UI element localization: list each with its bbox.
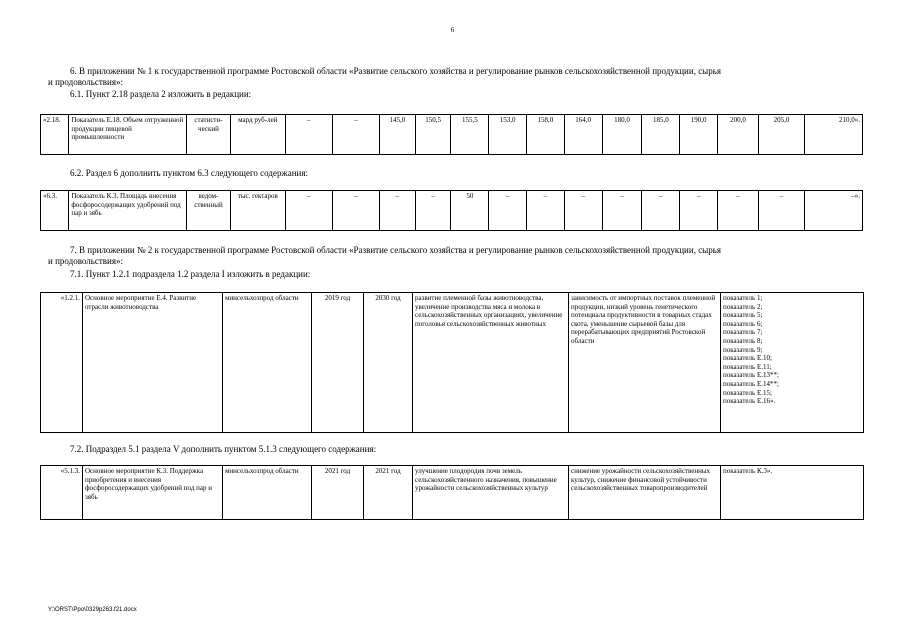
cell-value: 50 bbox=[451, 191, 489, 231]
cell-start-year: 2021 год bbox=[312, 466, 364, 520]
paragraph-7-2: 7.2. Подраздел 5.1 раздела V дополнить пунктом 5.1.3 следующего содержания: bbox=[70, 444, 377, 454]
cell-indicator-name: Показатель К.3. Площадь внесения фосфоросодержащих удобрений под пар и зябь bbox=[69, 191, 187, 231]
cell-indicator-type: статисти-ческий bbox=[186, 115, 230, 155]
cell-number: «1.2.1. bbox=[41, 293, 83, 433]
cell-value: – bbox=[332, 191, 379, 231]
cell-value: 155,5 bbox=[451, 115, 489, 155]
cell-value: – bbox=[758, 191, 804, 231]
cell-value: 200,0 bbox=[718, 115, 759, 155]
cell-value: – bbox=[380, 191, 416, 231]
indicator-item: показатель Е.16». bbox=[723, 397, 776, 406]
file-path-footer: Y:\ORST\Ppo\0329p263.f21.docx bbox=[48, 607, 137, 613]
table-indicator-2-18 bbox=[40, 114, 863, 155]
table-measure-1-2-1 bbox=[40, 292, 864, 433]
paragraph-7-intro-cont: и продовольствия»: bbox=[48, 256, 124, 266]
page-number: 6 bbox=[450, 26, 455, 34]
table-measure-5-1-3 bbox=[40, 465, 864, 520]
cell-value: 185,0 bbox=[642, 115, 680, 155]
cell-consequences: зависимость от импортных поставок племенной продукции, низкий уровень генетического потенциала продуктивности в товарных стадах скота, уменьшение сырьевой базы для перерабатывающих предприятий Ростовской области bbox=[569, 293, 721, 433]
cell-expected-result: развитие племенной базы животноводства, увеличение производства мяса и молока в сельскохозяйственных организациях, увеличение поголовья сельскохозяйственных животных bbox=[413, 293, 569, 433]
cell-consequences: снижение урожайности сельскохозяйственных культур, снижение финансовой устойчивости сельскохозяйственных товаропроизводителей bbox=[569, 466, 721, 520]
cell-value: 145,0 bbox=[380, 115, 416, 155]
cell-value: 190,0 bbox=[680, 115, 718, 155]
cell-value: – bbox=[564, 191, 602, 231]
paragraph-6-intro-line1: 6. В приложении № 1 к государственной программе Ростовской области «Развитие сельского хозяйства и регулирование рынков сельскохозяйственной продукции, сырья bbox=[70, 66, 721, 76]
indicator-item: показатель 1; bbox=[723, 294, 763, 302]
indicator-item: показатель 8; bbox=[723, 336, 763, 345]
paragraph-6-2: 6.2. Раздел 6 дополнить пунктом 6.3 следующего содержания: bbox=[70, 168, 308, 178]
cell-end-year: 2021 год bbox=[364, 466, 413, 520]
cell-value: – bbox=[285, 115, 332, 155]
indicator-item: показатель 7; bbox=[723, 328, 763, 337]
cell-value: 158,0 bbox=[526, 115, 564, 155]
indicator-item: показатель Е.11; bbox=[723, 362, 772, 371]
cell-value: – bbox=[526, 191, 564, 231]
indicator-item: показатель 5; bbox=[723, 311, 763, 320]
paragraph-7-intro: 7. В приложении № 2 к государственной программе Ростовской области «Развитие сельского хозяйства и регулирование рынков сельскохозяйственной продукции, сырья bbox=[70, 245, 721, 255]
cell-indicator-name: Показатель Е.18. Объем отгруженной продукции пищевой промышленности bbox=[69, 115, 187, 155]
cell-executor: минсельхозпрод области bbox=[223, 466, 312, 520]
cell-value: 180,0 bbox=[602, 115, 642, 155]
cell-indicator-type: ведом-ственный bbox=[186, 191, 230, 231]
cell-value: 153,0 bbox=[489, 115, 527, 155]
cell-value: – bbox=[680, 191, 718, 231]
cell-indicators bbox=[721, 293, 864, 433]
cell-measure-name: Основное мероприятие Е.4. Развитие отрасли животноводства bbox=[83, 293, 223, 433]
paragraph-6-intro-cont: и продовольствия»: bbox=[48, 77, 124, 87]
cell-unit: мард руб-лей bbox=[231, 115, 286, 155]
cell-start-year: 2019 год bbox=[312, 293, 364, 433]
cell-number: «2.18. bbox=[41, 115, 69, 155]
cell-value: 205,0 bbox=[758, 115, 804, 155]
cell-number: «5.1.3. bbox=[41, 466, 83, 520]
cell-value: 210,0». bbox=[805, 115, 863, 155]
indicator-item: показатель Е.15; bbox=[723, 388, 772, 397]
cell-unit: тыс. гектаров bbox=[231, 191, 286, 231]
cell-end-year: 2030 год bbox=[364, 293, 413, 433]
cell-value: 150,5 bbox=[415, 115, 451, 155]
cell-number: «6.3. bbox=[41, 191, 69, 231]
cell-value: – bbox=[332, 115, 379, 155]
cell-value: –». bbox=[805, 191, 863, 231]
indicator-item: показатель 2; bbox=[723, 302, 763, 311]
cell-measure-name: Основное мероприятие К.3. Поддержка приобретения и внесения фосфоросодержащих удобрений под пар и зябь bbox=[83, 466, 223, 520]
cell-value: 164,0 bbox=[564, 115, 602, 155]
cell-executor: минсельхозпрод области bbox=[223, 293, 312, 433]
paragraph-7-1: 7.1. Пункт 1.2.1 подраздела 1.2 раздела I изложить в редакции: bbox=[70, 269, 311, 279]
paragraph-6-intro bbox=[70, 66, 870, 77]
indicator-item: показатель Е.10; bbox=[723, 354, 772, 363]
paragraph-6-1: 6.1. Пункт 2.18 раздела 2 изложить в редакции: bbox=[70, 89, 252, 99]
cell-value: – bbox=[415, 191, 451, 231]
indicator-item: показатель Е.14**; bbox=[723, 379, 779, 388]
cell-value: – bbox=[285, 191, 332, 231]
indicator-item: показатель Е.13**; bbox=[723, 371, 779, 380]
cell-value: – bbox=[642, 191, 680, 231]
indicator-item: показатель 6; bbox=[723, 319, 763, 328]
cell-value: – bbox=[602, 191, 642, 231]
cell-value: – bbox=[718, 191, 759, 231]
table-indicator-6-3 bbox=[40, 190, 863, 231]
cell-indicators: показатель К.3». bbox=[721, 466, 864, 520]
cell-expected-result: улучшение плодородия почв земель сельскохозяйственного назначения, повышение урожайности сельскохозяйственных культур bbox=[413, 466, 569, 520]
indicator-item: показатель 9; bbox=[723, 345, 763, 354]
cell-value: – bbox=[489, 191, 527, 231]
